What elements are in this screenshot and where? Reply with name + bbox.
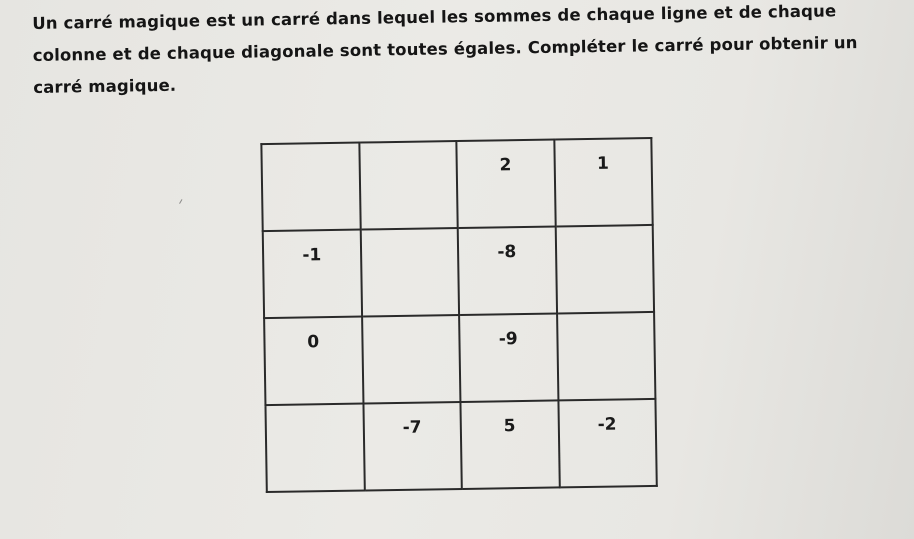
- cell-value: [360, 156, 455, 158]
- magic-square-table: [260, 137, 657, 493]
- grid-cell[interactable]: [265, 404, 364, 493]
- cell-value: 2: [499, 155, 512, 176]
- cell-value: [263, 158, 358, 160]
- cell-value: [556, 240, 651, 242]
- grid-cell[interactable]: [555, 225, 654, 314]
- cell-value: -2: [597, 414, 617, 435]
- grid-cell[interactable]: [458, 226, 557, 315]
- grid-cell[interactable]: [359, 141, 458, 230]
- magic-square-grid: [260, 137, 657, 483]
- cell-value: -8: [497, 242, 517, 263]
- cell-value: -1: [302, 245, 322, 266]
- grid-row-2: [263, 225, 654, 318]
- cell-value: [363, 330, 458, 332]
- grid-cell[interactable]: [363, 402, 462, 491]
- grid-cell[interactable]: [360, 228, 459, 317]
- grid-cell[interactable]: [264, 317, 363, 406]
- cell-value: 5: [503, 416, 516, 437]
- cell-value: [361, 243, 456, 245]
- cell-value: -9: [498, 329, 518, 350]
- cell-value: [267, 419, 362, 421]
- grid-cell[interactable]: [460, 400, 559, 489]
- grid-cell[interactable]: [459, 313, 558, 402]
- grid-cell[interactable]: [558, 399, 657, 488]
- cell-value: 0: [307, 332, 320, 353]
- grid-row-3: [264, 312, 655, 405]
- grid-row-1: [261, 138, 652, 231]
- cell-value: -7: [402, 417, 422, 438]
- grid-cell[interactable]: [456, 139, 555, 228]
- grid-cell[interactable]: [557, 312, 656, 401]
- grid-cell[interactable]: [263, 230, 362, 319]
- cell-value: [558, 327, 653, 329]
- instructions-text: Un carré magique est un carré dans lequel les sommes de chaque ligne et de chaque colonne et de chaque diagonale sont toutes égales. Compléter le carré pour obtenir un carré magique.: [32, 1, 858, 97]
- grid-cell[interactable]: [362, 315, 461, 404]
- grid-cell[interactable]: [261, 143, 360, 232]
- grid-cell[interactable]: [554, 138, 653, 227]
- grid-row-4: [265, 399, 656, 492]
- pencil-mark: [179, 199, 186, 206]
- cell-value: 1: [596, 153, 610, 174]
